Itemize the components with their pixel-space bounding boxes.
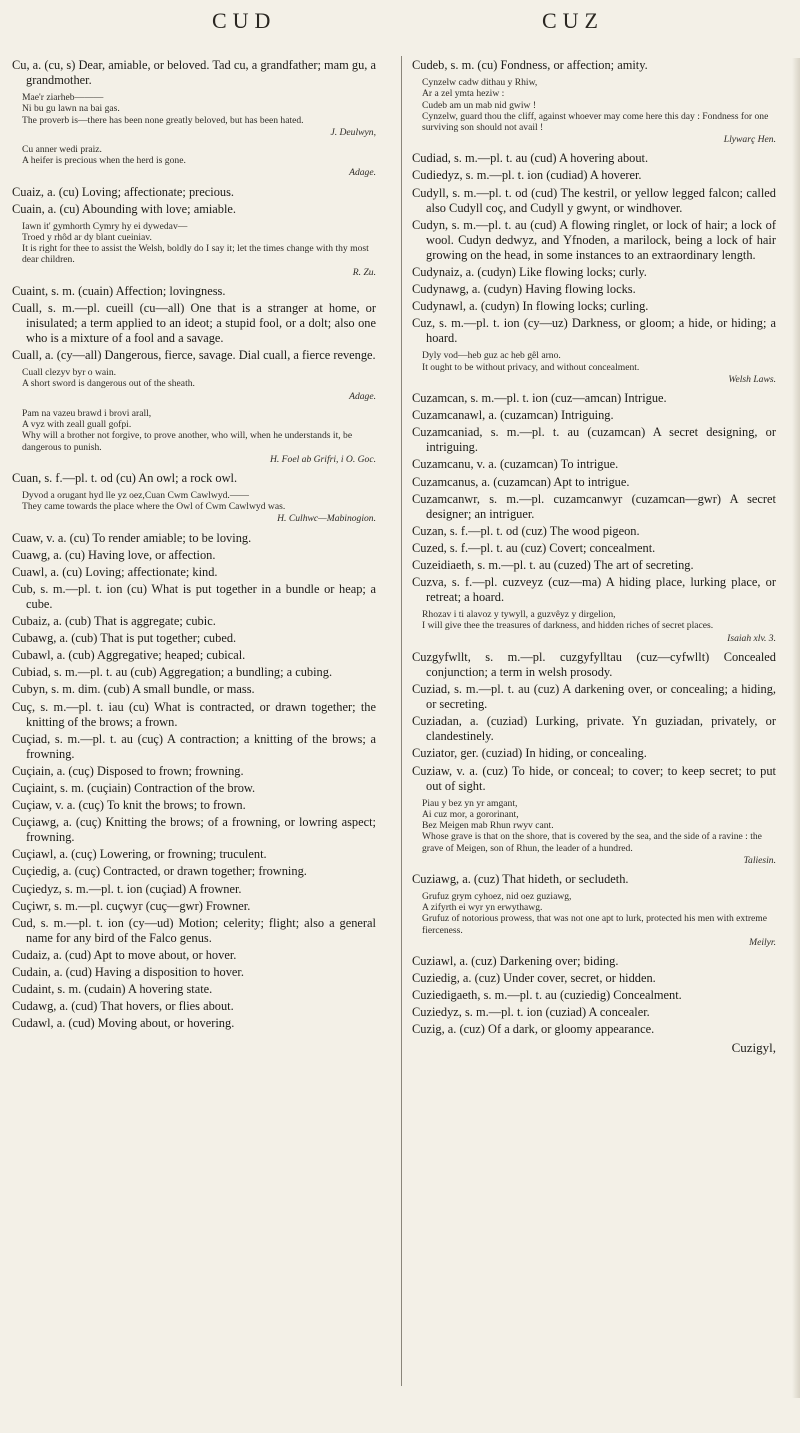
citation-quote: [422, 798, 776, 866]
citation-quote: [22, 144, 376, 179]
citation-quote: [22, 367, 376, 402]
dictionary-entry: Cuall, a. (cy—all) Dangerous, fierce, savage. Dial cuall, a fierce revenge.: [12, 348, 376, 363]
dictionary-entry: Cuzamcanus, a. (cuzamcan) Apt to intrigue.: [412, 474, 630, 489]
dictionary-entry: Cuçiedyz, s. m.—pl. t. ion (cuçiad) A frowner.: [12, 881, 242, 896]
quote-line: They came towards the place where the Owl of Cwm Cawlwyd was.: [22, 501, 286, 513]
dictionary-entry: Cuzig, a. (cuz) Of a dark, or gloomy appearance.: [412, 1022, 655, 1037]
quote-source: H. Foel ab Grifri, i O. Goc.: [269, 453, 376, 465]
quote-source: H. Culhwc—Mabinogion.: [277, 513, 376, 525]
quote-source: Adage.: [349, 167, 376, 179]
quote-line: I will give thee the treasures of darkness, and hidden riches of secret places.: [422, 620, 714, 632]
citation-quote: [422, 77, 776, 145]
quote-line: Rhozav i ti alavoz y tywyll, a guzvêyz y dirgelion,: [422, 609, 616, 621]
dictionary-entry: Cuziawg, a. (cuz) That hideth, or secludeth.: [412, 871, 629, 886]
dictionary-entry: Cudynaiz, a. (cudyn) Like flowing locks; curly.: [412, 264, 647, 279]
dictionary-entry: Cudiedyz, s. m.—pl. t. ion (cudiad) A hoverer.: [412, 168, 642, 183]
quote-line: Cynzelw cadw dithau y Rhiw,: [422, 77, 538, 89]
dictionary-entry: Cuziadan, a. (cuziad) Lurking, private. Yn guziadan, privately, or clandestinely.: [412, 714, 776, 744]
dictionary-entry: Cudaiz, a. (cud) Apt to move about, or hover.: [12, 947, 237, 962]
left-column: [12, 58, 376, 1033]
quote-line: Whose grave is that on the shore, that is covered by the sea, and the side of a ravine : the grave of Meigen, son of Rhun, the leader of a hundred.: [422, 831, 762, 854]
right-column: [412, 58, 776, 1055]
citation-quote: [422, 609, 776, 644]
quote-line: Dyvod a orugant hyd lle yz oez,Cuan Cwm Cawlwyd.——: [22, 490, 250, 501]
dictionary-entry: Cuzan, s. f.—pl. t. od (cuz) The wood pigeon.: [412, 523, 640, 538]
dictionary-entry: Cuçiaw, v. a. (cuç) To knit the brows; to frown.: [12, 798, 246, 813]
page-edge: [792, 58, 800, 1398]
quote-line: Cu anner wedi praiz.: [22, 144, 102, 155]
dictionary-entry: Cuçiawg, a. (cuç) Knitting the brows; of a frowning, or lowring aspect; frowning.: [12, 815, 376, 845]
citation-quote: [422, 891, 776, 948]
dictionary-entry: Cuzeidiaeth, s. m.—pl. t. au (cuzed) The art of secreting.: [412, 557, 694, 572]
quote-source: Adage.: [349, 390, 376, 402]
quote-source: Llywarç Hen.: [723, 134, 776, 146]
dictionary-entry: Cub, s. m.—pl. t. ion (cu) What is put together in a bundle or heap; a cube.: [12, 581, 376, 611]
quote-source: Welsh Laws.: [728, 373, 776, 385]
quote-line: Mae'r ziarheb———: [22, 92, 104, 104]
quote-line: Ai cuz mor, a gororinant,: [422, 808, 519, 820]
dictionary-entry: Cubaiz, a. (cub) That is aggregate; cubic.: [12, 614, 216, 629]
dictionary-entry: Cuçiain, a. (cuç) Disposed to frown; frowning.: [12, 763, 244, 778]
dictionary-entry: Cuzva, s. f.—pl. cuzveyz (cuz—ma) A hiding place, lurking place, or retreat; a hoard.: [412, 575, 776, 605]
column-divider: [401, 56, 402, 1386]
dictionary-entry: Cud, s. m.—pl. t. ion (cy—ud) Motion; celerity; flight; also a general name for any bird of the Falco genus.: [12, 915, 376, 945]
quote-line: The proverb is—there has been none greatly beloved, but has been hated.: [22, 114, 304, 126]
dictionary-entry: Cuçiaint, s. m. (cuçiain) Contraction of the brow.: [12, 781, 256, 796]
dictionary-entry: Cubyn, s. m. dim. (cub) A small bundle, or mass.: [12, 682, 255, 697]
dictionary-entry: Cuaiz, a. (cu) Loving; affectionate; precious.: [12, 184, 235, 199]
dictionary-entry: Cuziedigaeth, s. m.—pl. t. au (cuziedig) Concealment.: [412, 988, 682, 1003]
dictionary-entry: Cudawl, a. (cud) Moving about, or hovering.: [12, 1016, 235, 1031]
citation-quote: [22, 221, 376, 278]
quote-line: Iawn it' gymhorth Cymry hy ei dywedav—: [22, 220, 188, 232]
dictionary-entry: Cuçiwr, s. m.—pl. cuçwyr (cuç—gwr) Frowner.: [12, 898, 251, 913]
dictionary-entry: Cuzamcaniad, s. m.—pl. t. au (cuzamcan) A secret designing, or intriguing.: [412, 425, 776, 455]
dictionary-entry: Cuziator, ger. (cuziad) In hiding, or concealing.: [412, 746, 647, 761]
dictionary-entry: Cubawl, a. (cub) Aggregative; heaped; cubical.: [12, 648, 246, 663]
quote-source: Taliesin.: [743, 854, 776, 866]
quote-line: Ni bu gu lawn na bai gas.: [22, 103, 120, 115]
dictionary-entry: Cu, a. (cu, s) Dear, amiable, or beloved. Tad cu, a grandfather; mam gu, a grandmother.: [12, 58, 376, 88]
quote-line: Piau y bez yn yr amgant,: [422, 797, 518, 809]
dictionary-entry: Cudynawg, a. (cudyn) Having flowing locks.: [412, 282, 636, 297]
dictionary-entry: Cudain, a. (cud) Having a disposition to hover.: [12, 965, 244, 980]
catchword: Cuzigyl,: [731, 1039, 776, 1055]
quote-line: Grufuz grym cyhoez, nid oez guziawg,: [422, 891, 572, 903]
dictionary-entry: Cuzamcan, s. m.—pl. t. ion (cuz—amcan) Intrigue.: [412, 391, 667, 406]
quote-line: It is right for thee to assist the Welsh, boldly do I say it; let the times change with thy most dear children.: [22, 243, 369, 266]
dictionary-entry: Cuzamcanwr, s. m.—pl. cuzamcanwyr (cuzamcan—gwr) A secret designer; an intriguer.: [412, 491, 776, 521]
dictionary-entry: Cubawg, a. (cub) That is put together; cubed.: [12, 631, 237, 646]
quote-line: A zifyrth ei wyr yn erwythawg.: [422, 902, 543, 914]
dictionary-entry: Cuzgyfwllt, s. m.—pl. cuzgyfylltau (cuz—cyfwllt) Concealed conjunction; a term in welsh prosody.: [412, 649, 776, 679]
dictionary-entry: Cuzamcanawl, a. (cuzamcan) Intriguing.: [412, 408, 614, 423]
running-head-right: CUZ: [542, 8, 604, 33]
dictionary-entry: Cuziedig, a. (cuz) Under cover, secret, or hidden.: [412, 971, 656, 986]
dictionary-entry: Cuziawl, a. (cuz) Darkening over; biding.: [412, 954, 619, 969]
quote-line: Pam na vazeu brawd i brovi arall,: [22, 407, 152, 419]
quote-line: A short sword is dangerous out of the sheath.: [22, 378, 195, 390]
quote-line: A vyz with zeall guall gofpi.: [22, 419, 132, 431]
dictionary-entry: Cuall, s. m.—pl. cueill (cu—all) One that is a stranger at home, or inisulated; a term applied to an ideot; a stupid fool, or a dolt; also one who is a mixture of a fool and a savage.: [12, 300, 376, 346]
quote-source: R. Zu.: [352, 266, 376, 278]
quote-line: Ar a zel ymta heziw :: [422, 88, 505, 100]
dictionary-entry: Cudaint, s. m. (cudain) A hovering state.: [12, 982, 213, 997]
quote-line: Cynzelw, guard thou the cliff, against whoever may come here this day : Fondness for one surviving son should not avail !: [422, 110, 769, 133]
dictionary-entry: Cuaw, v. a. (cu) To render amiable; to be loving.: [12, 530, 252, 545]
dictionary-entry: Cudiad, s. m.—pl. t. au (cud) A hovering about.: [412, 151, 649, 166]
quote-line: Why will a brother not forgive, to prove another, who will, when he understands it, be dangerous to punish.: [22, 430, 353, 453]
quote-line: Cuall clezyv byr o wain.: [22, 367, 117, 379]
quote-source: Meilyr.: [749, 936, 776, 948]
dictionary-entry: Cudawg, a. (cud) That hovers, or flies about.: [12, 999, 234, 1014]
dictionary-entry: Cuziedyz, s. m.—pl. t. ion (cuziad) A concealer.: [412, 1005, 650, 1020]
dictionary-entry: Cudyll, s. m.—pl. t. od (cud) The kestril, or yellow legged falcon; called also Cudyll coç, and Cudyll y gwynt, or windhover.: [412, 185, 776, 215]
quote-line: It ought to be without privacy, and without concealment.: [422, 361, 640, 373]
dictionary-entry: Cuaint, s. m. (cuain) Affection; lovingness.: [12, 283, 226, 298]
citation-quote: [22, 490, 376, 525]
dictionary-entry: Cuziaw, v. a. (cuz) To hide, or conceal; to cover; to keep secret; to put out of sight.: [412, 763, 776, 793]
quote-source: Isaiah xlv. 3.: [727, 632, 776, 644]
dictionary-entry: Cuç, s. m.—pl. t. iau (cu) What is contracted, or drawn together; the knitting of the brows; a frown.: [12, 699, 376, 729]
dictionary-entry: Cuz, s. m.—pl. t. ion (cy—uz) Darkness, or gloom; a hide, or hiding; a hoard.: [412, 316, 776, 346]
dictionary-entry: Cudynawl, a. (cudyn) In flowing locks; curling.: [412, 299, 649, 314]
running-head-left: CUD: [212, 8, 277, 33]
dictionary-entry: Cuzed, s. f.—pl. t. au (cuz) Covert; concealment.: [412, 540, 656, 555]
quote-source: J. Deulwyn,: [330, 126, 376, 138]
dictionary-entry: Cuçiedig, a. (cuç) Contracted, or drawn together; frowning.: [12, 864, 307, 879]
dictionary-entry: Cuziad, s. m.—pl. t. au (cuz) A darkening over, or concealing; a hiding, or secreting.: [412, 682, 776, 712]
quote-line: Dyly vod—heb guz ac heb gêl arno.: [422, 350, 561, 362]
dictionary-entry: Cuzamcanu, v. a. (cuzamcan) To intrigue.: [412, 457, 619, 472]
quote-line: Bez Meigen mab Rhun rwyv cant.: [422, 820, 554, 832]
dictionary-entry: Cuawg, a. (cu) Having love, or affection.: [12, 547, 216, 562]
dictionary-entry: Cudyn, s. m.—pl. t. au (cud) A flowing ringlet, or lock of hair; a lock of wool. Cudyn dedwyz, and Yfnoden, a marilock, being a lock of hair growing on the head, in some instances to an extraordinary length.: [412, 217, 776, 262]
dictionary-entry: Cuan, s. f.—pl. t. od (cu) An owl; a rock owl.: [12, 470, 238, 485]
quote-line: Grufuz of notorious prowess, that was not one apt to lurk, protected his men with extreme fierceness.: [422, 913, 768, 936]
dictionary-entry: Cudeb, s. m. (cu) Fondness, or affection; amity.: [412, 58, 648, 72]
dictionary-entry: Cuain, a. (cu) Abounding with love; amiable.: [12, 201, 237, 216]
dictionary-entry: Cuçiawl, a. (cuç) Lowering, or frowning; truculent.: [12, 847, 267, 862]
quote-line: Troed y rhôd ar dy blant cueiniav.: [22, 232, 152, 243]
citation-quote: [422, 350, 776, 385]
citation-quote: [22, 92, 376, 138]
citation-quote: [22, 408, 376, 465]
dictionary-entry: Cuawl, a. (cu) Loving; affectionate; kind.: [12, 564, 218, 579]
quote-line: A heifer is precious when the herd is gone.: [22, 155, 186, 167]
quote-line: Cudeb am un mab nid gwiw !: [422, 99, 537, 111]
dictionary-entry: Cuçiad, s. m.—pl. t. au (cuç) A contraction; a knitting of the brows; a frowning.: [12, 731, 376, 761]
dictionary-entry: Cubiad, s. m.—pl. t. au (cub) Aggregation; a bundling; a cubing.: [12, 665, 333, 680]
